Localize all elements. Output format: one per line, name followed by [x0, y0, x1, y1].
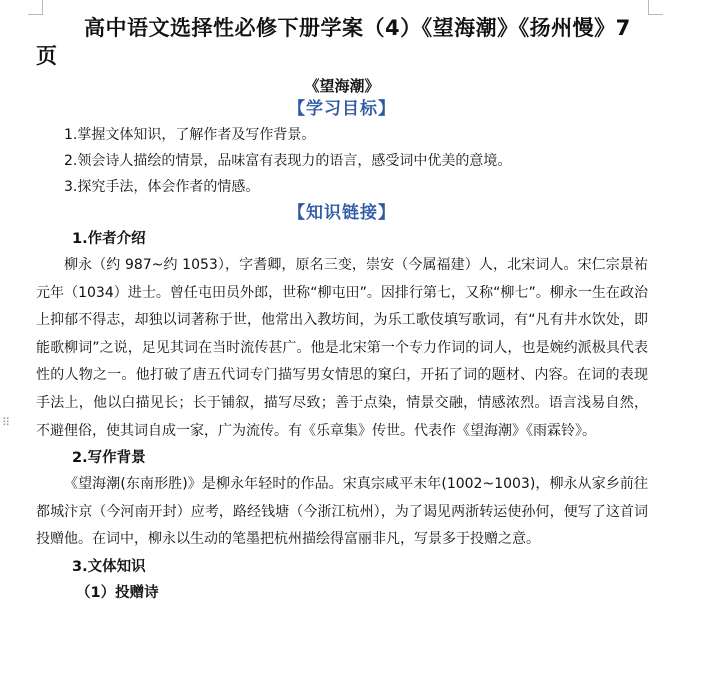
goal-item: 2.领会诗人描绘的情景，品味富有表现力的语言，感受词中优美的意境。 — [64, 153, 512, 169]
document-title: 高中语文选择性必修下册学案（4）《望海潮》《扬州慢》7页 — [36, 16, 631, 68]
document-page — [36, 8, 648, 606]
goal-item: 1.掌握文体知识，了解作者及写作背景。 — [64, 127, 316, 143]
genre-subheading: （1）投赠诗 — [76, 584, 159, 601]
author-paragraph: 柳永（约 987~约 1053），字耆卿，原名三变，崇安（今属福建）人，北宋词人。宋仁宗景祐元年（1034）进士。曾任屯田员外郎，世称“柳屯田”。因排行第七，又称“柳七”。柳永一生在政治上抑郁不得志，却独以词著称于世，他常出入教坊间，为乐工歌伎填写歌词，有“凡有井水饮处，即能歌柳词”之说，足见其词在当时流传甚广。他是北宋第一个专力作词的词人，也是婉约派极具代表性的人物之一。他打破了唐五代词专门描写男女情思的窠臼，开拓了词的题材、内容。在词的表现手法上，他以白描见长；长于铺叙，描写尽致；善于点染，情景交融，情感浓烈。语言浅易自然，不避俚俗，使其词自成一家，广为流传。有《乐章集》传世。代表作《望海潮》《雨霖铃》。 — [36, 257, 648, 439]
goal-item: 3.探究手法，体会作者的情感。 — [64, 179, 260, 195]
poem-subtitle: 《望海潮》 — [304, 77, 380, 95]
drag-handle-icon[interactable]: ⠿ — [2, 416, 12, 429]
genre-heading: 3.文体知识 — [72, 558, 146, 575]
section-heading-goals: 【学习目标】 — [288, 99, 396, 119]
background-paragraph: 《望海潮(东南形胜)》是柳永年轻时的作品。宋真宗咸平末年(1002~1003)，柳永从家乡前往都城汴京（今河南开封）应考，路经钱塘（今浙江杭州），为了谒见两浙转运使孙何，便写了这首词投赠他。在词中，柳永以生动的笔墨把杭州描绘得富丽非凡，写景多于投赠之意。 — [36, 476, 648, 548]
page-corner-mark-right — [648, 0, 663, 15]
background-heading: 2.写作背景 — [72, 450, 146, 467]
author-heading: 1.作者介绍 — [72, 231, 146, 247]
section-heading-links: 【知识链接】 — [288, 203, 396, 223]
